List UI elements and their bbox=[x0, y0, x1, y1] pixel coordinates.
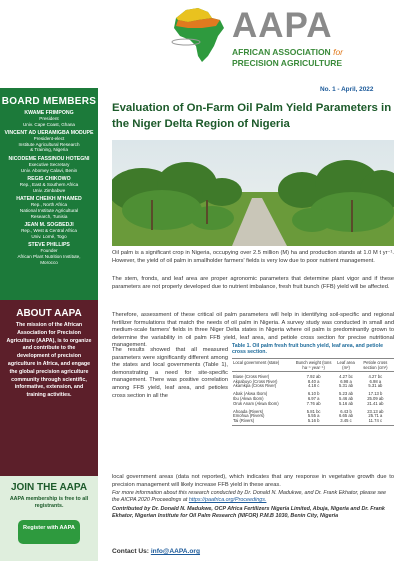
board-member bbox=[2, 130, 96, 153]
paragraph-3: Therefore, assessment of these critical oil palm parameters will help in identifying soil-specific and regional fertilizer formulations that match the needs of oil palm in Nigeria. A survey study was conducted in small and medium-scale farmers' fields in three Niger Delta states in Nigeria where oil palm is predominantly grown to determine the variability in oil palm FFB yield, leaf area, and petiole cross section for precise nutritional management. bbox=[112, 312, 394, 349]
header bbox=[0, 0, 400, 88]
table-row bbox=[232, 419, 394, 425]
cell: 4.18 c bbox=[307, 383, 320, 389]
join-text: AAPA membership is free to all registrants. bbox=[9, 496, 89, 509]
paragraph-2: The stem, fronds, and leaf area are proper agronomic parameters that determine plant vigor and if these parameters are not properly developed due to nutrient imbalance, fresh fruit bunch (FFB) yield will be affected. bbox=[112, 276, 394, 290]
results-table-block bbox=[232, 343, 394, 426]
board-member bbox=[2, 156, 96, 173]
cell: 5.16 ab bbox=[339, 400, 353, 406]
header-local-government: Local government (state) bbox=[232, 358, 292, 371]
paragraph-5: local government areas (data not reported), which indicates that any response in vegetative growth due to precision management will likely increase FFB yield in these areas. bbox=[112, 474, 394, 488]
cell: Abak (Akwa Ibom) bbox=[233, 391, 268, 397]
logo-subtitle-1a: AFRICAN ASSOCIATION bbox=[232, 47, 331, 57]
header-leaf-area: Leaf area (m²) bbox=[337, 359, 355, 370]
cell: 6.65 ab bbox=[339, 413, 353, 419]
member-name: STEVE PHILLIPS bbox=[28, 242, 70, 249]
about-heading: ABOUT AAPA bbox=[16, 308, 82, 319]
table-row bbox=[232, 402, 394, 407]
table-header-row bbox=[232, 358, 394, 371]
logo-title: AAPA bbox=[232, 6, 333, 45]
member-name: HATEM CHEIKH M'HAMED bbox=[16, 196, 82, 203]
cell: 21.41 ab bbox=[367, 400, 384, 406]
issue-number: No. 1 - April, 2022 bbox=[320, 86, 374, 93]
cell: Biase (Cross River) bbox=[233, 373, 270, 379]
cell: Ibu (Akwa Ibom) bbox=[233, 396, 264, 401]
cell: 5.81 bc bbox=[306, 408, 321, 414]
cell: 5.55 a bbox=[307, 413, 320, 419]
oil-palm-field-photo bbox=[112, 140, 394, 246]
proceedings-link[interactable]: https://paafrica.org/Proceedings. bbox=[188, 497, 267, 503]
header-petiole: Petiole cross section (cm²) bbox=[357, 358, 394, 371]
board-member bbox=[2, 110, 96, 127]
cell: 17.13 b bbox=[368, 391, 383, 397]
board-member bbox=[2, 176, 96, 193]
member-role: Rep., East & Southern Africa Univ. Zimbabwe bbox=[19, 182, 79, 193]
cell: 4.27 bc bbox=[368, 373, 383, 379]
cell: Akamkpa (Cross River) bbox=[233, 383, 277, 389]
header-bunch-weight: Bunch weight (tons ha⁻¹ year⁻¹) bbox=[292, 358, 335, 371]
cell: 5.46 ab bbox=[339, 396, 353, 401]
paragraph-4: The results showed that all measured parameters were significantly different among the states and local governments (Table 1), demonstrating a need for site-specific management. There was positive correlation among FFB yield, leaf area, and petioles cross section in all the bbox=[112, 347, 228, 399]
member-role: President-elect Institute Agricultural Research & Training, Nigeria bbox=[18, 136, 80, 153]
register-button[interactable]: Register with AAPA bbox=[18, 520, 80, 544]
member-name: VINCENT AD UERAMIGBA MODUPE bbox=[4, 130, 94, 137]
member-role: Rep., North Africa National Institute Agricultural Research, Tunisia bbox=[19, 202, 79, 219]
contact-label: Contact Us: bbox=[112, 548, 149, 555]
cell: 5.31 ab bbox=[339, 383, 353, 389]
member-role: President Univ. Cape Coast, Ghana bbox=[22, 116, 75, 127]
cell: 6.10 b bbox=[307, 391, 320, 397]
cell: 23.13 ab bbox=[367, 408, 384, 414]
cell: 7.92 ab bbox=[306, 373, 321, 379]
cell: 6.98 a bbox=[340, 378, 352, 384]
cell: Tai (Rivers) bbox=[232, 419, 292, 425]
cell: Oruk Anam (Akwa Ibom) bbox=[233, 400, 279, 406]
about-text: The mission of the African Association for Precision Agriculture (AAPA), is to organize and contribute to the development of precision agriculture in Africa, and engage the global precision agriculture community through scientific, informative, extension, and training activities. bbox=[6, 322, 92, 399]
board-member bbox=[2, 196, 96, 219]
board-member-list bbox=[2, 110, 96, 268]
table-row bbox=[232, 384, 394, 389]
member-name: JEAN M. SOGBEDJI bbox=[24, 222, 74, 229]
contact-email-link[interactable]: info@AAPA.org bbox=[150, 548, 201, 555]
cell: Ahoada (Rivers) bbox=[233, 408, 264, 414]
cell: 5.16 b bbox=[292, 419, 335, 425]
logo-subtitle-for: for bbox=[333, 47, 343, 57]
member-role: Rep., West & Central Africa Univ. Lomé, Togo bbox=[21, 228, 77, 239]
join-heading: JOIN THE AAPA bbox=[10, 482, 88, 493]
member-name: KWAME FRIMPONG bbox=[24, 110, 74, 116]
cell: 11.74 c bbox=[357, 419, 394, 425]
member-role: Executive Secretary Univ. Abomey Calavi, Benin bbox=[20, 161, 78, 173]
more-info-text: For more information about this research conducted by Dr. Donald N. Madukwe, and Dr. Frank Ekhator, please see the AICPA 2020 Proceedings at bbox=[112, 490, 387, 503]
cell: 6.97 a bbox=[307, 396, 320, 401]
member-name: REGIS CHIKOWO bbox=[27, 176, 71, 183]
logo-subtitle-1 bbox=[232, 47, 343, 57]
contact-us bbox=[112, 548, 200, 555]
cell: 6.43 b bbox=[340, 408, 352, 414]
board-heading: BOARD MEMBERS bbox=[1, 96, 97, 107]
cell: 8.40 a bbox=[307, 378, 320, 384]
cell: 25.09 ab bbox=[367, 396, 384, 401]
table-caption: Table 1. Oil palm fresh fruit bunch yield, leaf area, and petiole cross section. bbox=[232, 343, 383, 356]
board-member bbox=[2, 242, 96, 265]
results-table bbox=[232, 358, 394, 426]
cell: 6.98 a bbox=[369, 378, 382, 384]
cell: 5.23 ab bbox=[339, 391, 353, 397]
cell: 4.27 bc bbox=[339, 373, 353, 379]
contributors: Contributed by Dr. Donald N. Madukwe, OCP Africa Fertilizers Nigeria Limited, Abuja, Nigeria and Dr. Frank Ekhator, Nigerian Institute for Oil Palm Research (NIFOR) P.M.B 1030, Benin City, Nigeria bbox=[112, 506, 385, 519]
africa-map-icon bbox=[168, 6, 228, 64]
board-member bbox=[2, 222, 96, 239]
cell: Akpabuyo (Cross River) bbox=[233, 378, 278, 384]
cell: 7.76 ab bbox=[306, 400, 321, 406]
cell: 3.45 c bbox=[335, 419, 356, 425]
cell: 25.71 a bbox=[368, 413, 383, 419]
member-name: NICODEME FASSINOU HOTEGNI bbox=[8, 155, 90, 162]
article-title: Evaluation of On-Farm Oil Palm Yield Parameters in the Niger Delta Region of Nigeria bbox=[112, 102, 392, 130]
member-role: Founder African Plant Nutrition Institute, Morocco bbox=[17, 248, 81, 265]
cell: 5.31 ab bbox=[368, 383, 383, 389]
paragraph-1: Oil palm is a significant crop in Nigeria, occupying over 2.5 million (M) ha and production stands at 1.0 M t yr⁻¹. However, the yield of oil palm in smallholder farmers' fields is very low due to poor nutrient management. bbox=[112, 250, 394, 264]
cell: Emohua (Rivers) bbox=[233, 413, 265, 419]
more-info bbox=[112, 490, 394, 504]
logo-subtitle-2: PRECISION AGRICULTURE bbox=[232, 58, 343, 68]
